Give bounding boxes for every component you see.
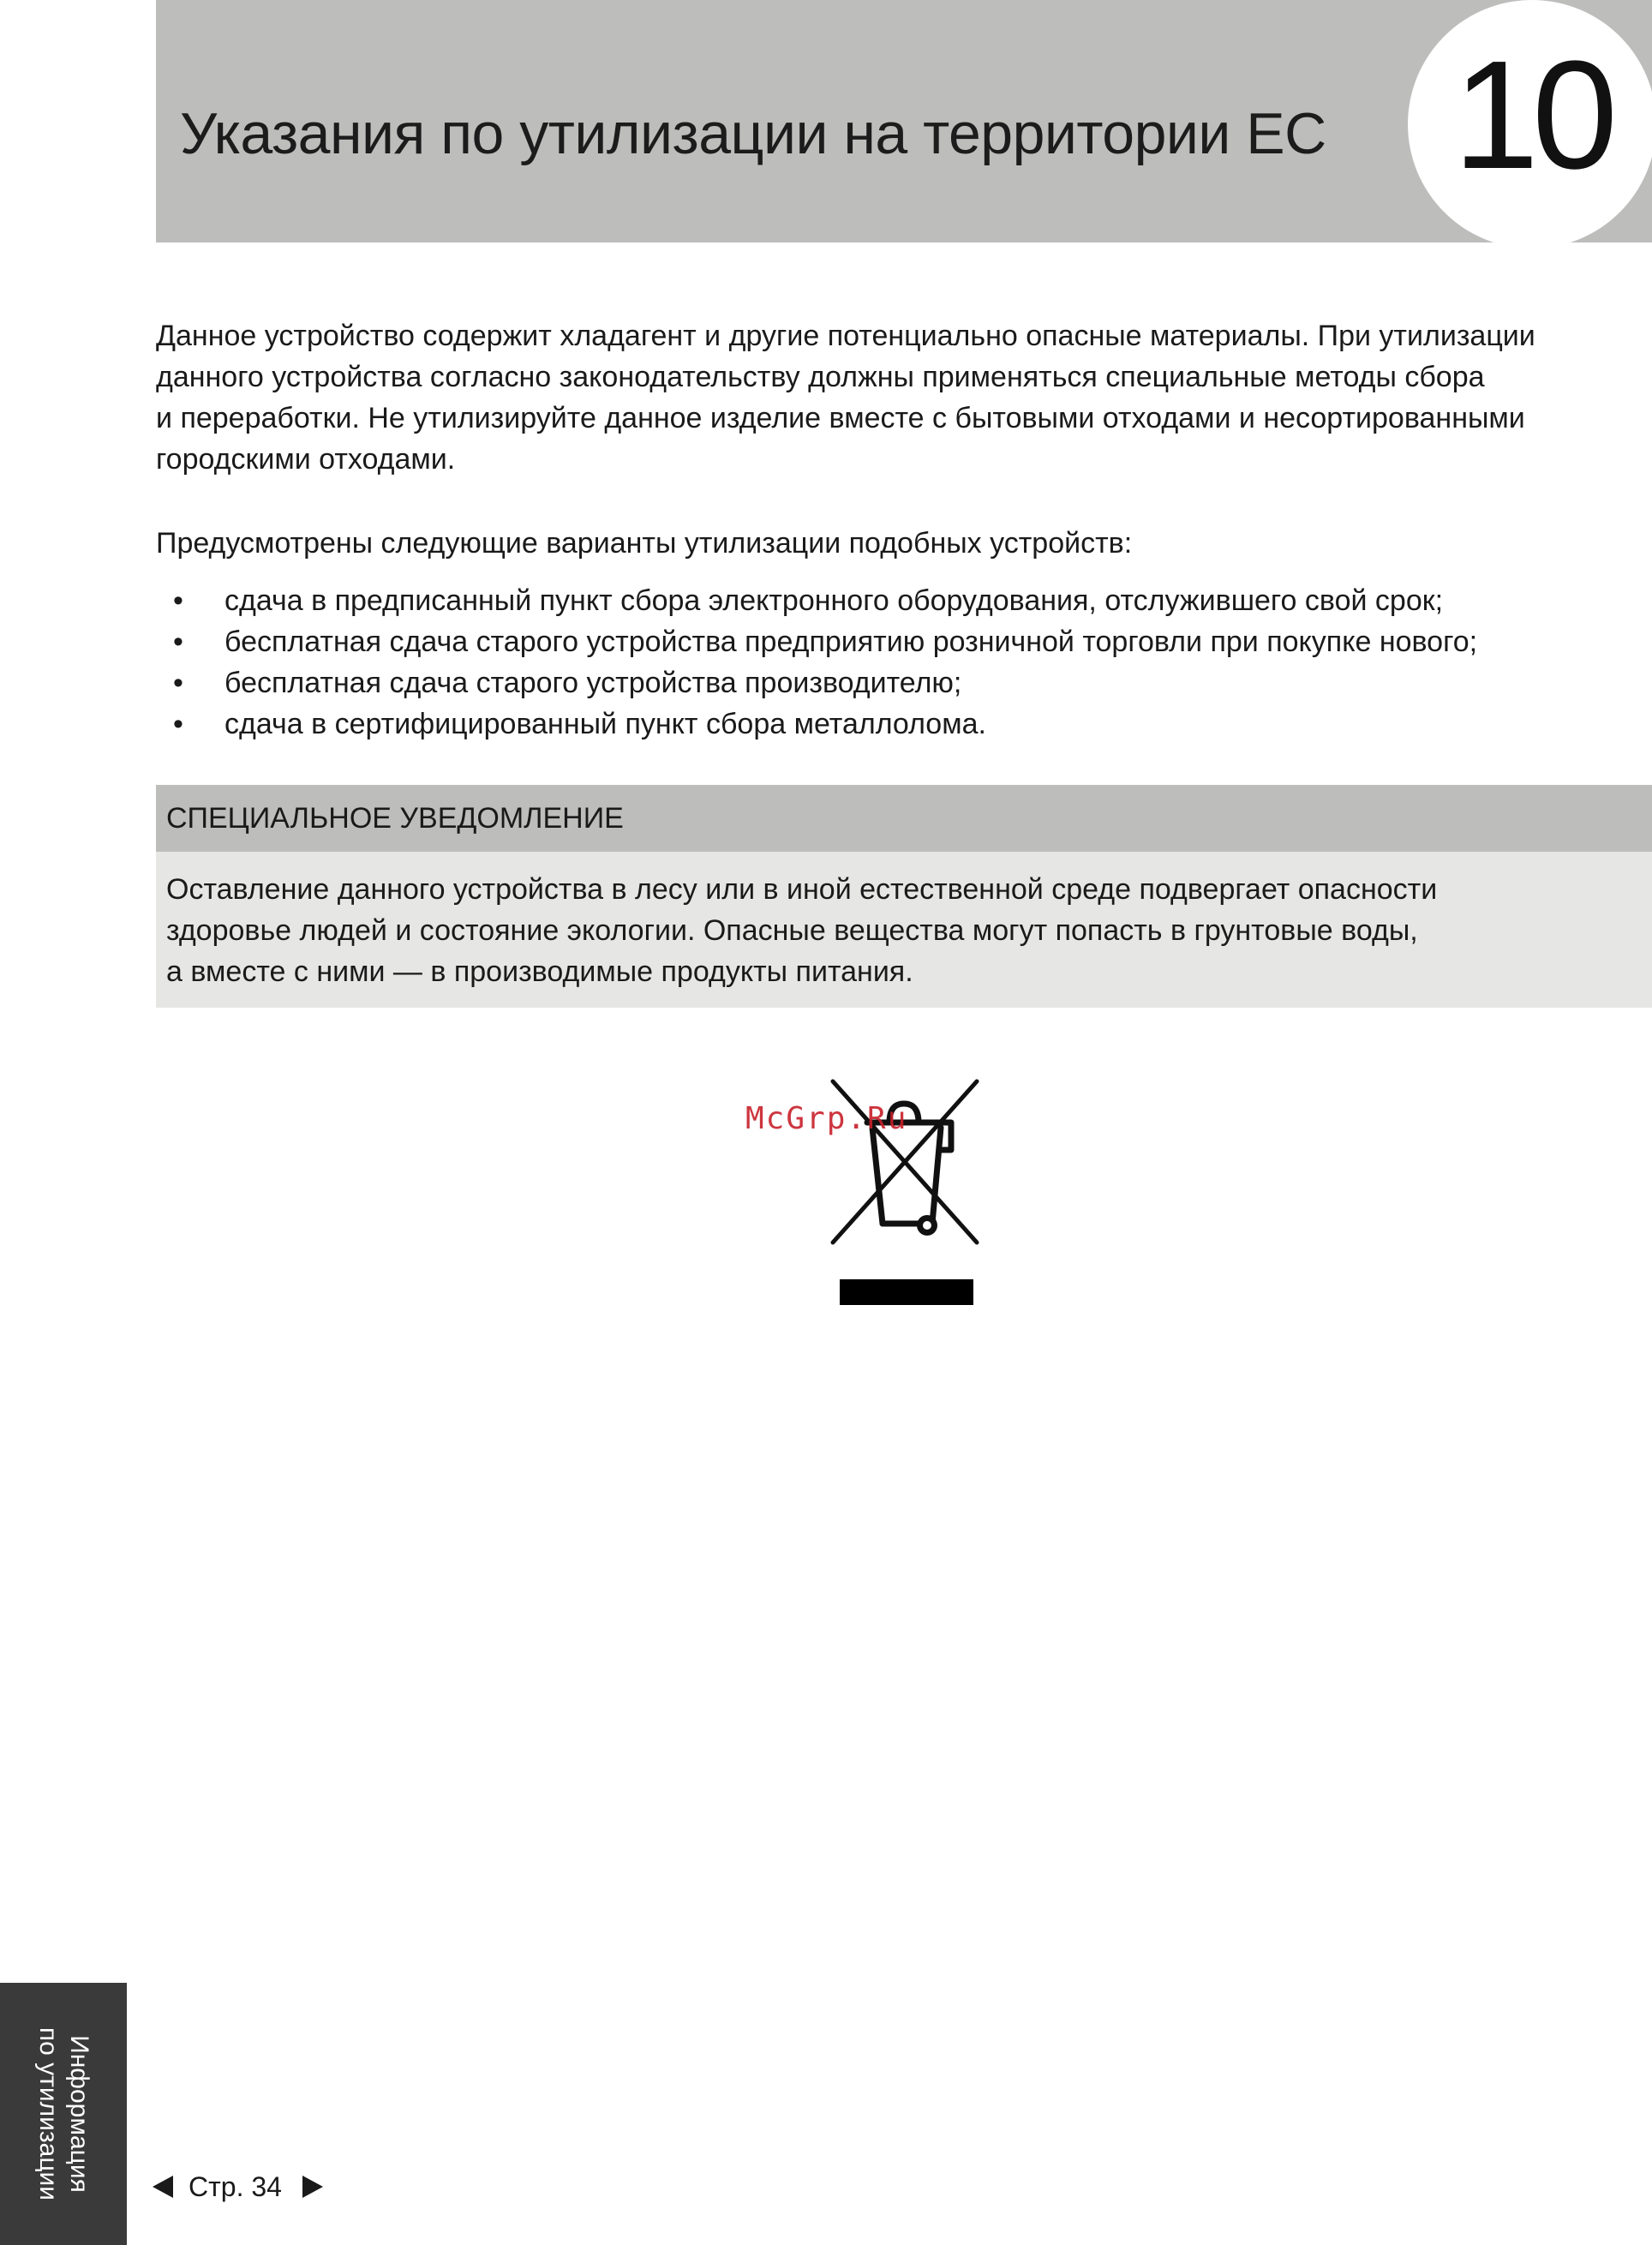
special-notice-header xyxy=(156,785,1652,852)
page-number: Стр. 34 xyxy=(189,2170,282,2202)
intro-paragraph xyxy=(156,315,1652,480)
notice-line: здоровье людей и состояние экологии. Опасные вещества могут попасть в грунтовые воды, xyxy=(166,914,1418,947)
page-title: Указания по утилизации на территории ЕС xyxy=(180,101,1326,166)
list-item-text: сдача в сертифицированный пункт сбора металлолома. xyxy=(224,708,986,740)
list-item-text: бесплатная сдача старого устройства производителю; xyxy=(224,667,962,699)
list-item-text: сдача в предписанный пункт сбора электронного оборудования, отслужившего свой срок; xyxy=(224,584,1444,617)
list-item xyxy=(156,621,1652,662)
intro-line: данного устройства согласно законодательству должны применяться специальные методы сбора xyxy=(156,361,1485,393)
list-item-text: бесплатная сдача старого устройства предприятию розничной торговли при покупке нового; xyxy=(224,626,1478,658)
bullet-marker: • xyxy=(173,584,183,617)
special-notice-heading: СПЕЦИАЛЬНОЕ УВЕДОМЛЕНИЕ xyxy=(166,802,624,835)
watermark-text: McGrp.Ru xyxy=(745,1101,908,1136)
intro-line: городскими отходами. xyxy=(156,443,456,476)
list-item xyxy=(156,703,1652,745)
triangle-left-icon[interactable] xyxy=(153,2176,173,2198)
intro-line: Данное устройство содержит хладагент и другие потенциально опасные материалы. При утилизации xyxy=(156,320,1535,352)
section-side-tab[interactable] xyxy=(0,1983,127,2245)
side-tab-line: по утилизации xyxy=(34,2026,63,2201)
chapter-number: 10 xyxy=(1452,29,1612,201)
special-notice-body xyxy=(156,852,1652,1008)
notice-line: а вместе с ними — в производимые продукты питания. xyxy=(166,955,913,988)
side-tab-label xyxy=(33,2003,94,2225)
intro-line: и переработки. Не утилизируйте данное изделие вместе с бытовыми отходами и несортированными xyxy=(156,402,1525,434)
bullet-marker: • xyxy=(173,667,183,699)
options-lead: Предусмотрены следующие варианты утилизации подобных устройств: xyxy=(156,527,1133,560)
bullet-marker: • xyxy=(173,708,183,740)
list-item xyxy=(156,662,1652,703)
side-tab-line: Информация xyxy=(65,2035,93,2193)
triangle-right-icon[interactable] xyxy=(302,2176,323,2198)
list-item xyxy=(156,580,1652,621)
special-notice-text xyxy=(166,869,1640,992)
disposal-options-list xyxy=(156,580,1652,745)
notice-line: Оставление данного устройства в лесу или в иной естественной среде подвергает опасности xyxy=(166,873,1438,906)
bullet-marker: • xyxy=(173,626,183,658)
page-navigator xyxy=(153,2166,323,2207)
